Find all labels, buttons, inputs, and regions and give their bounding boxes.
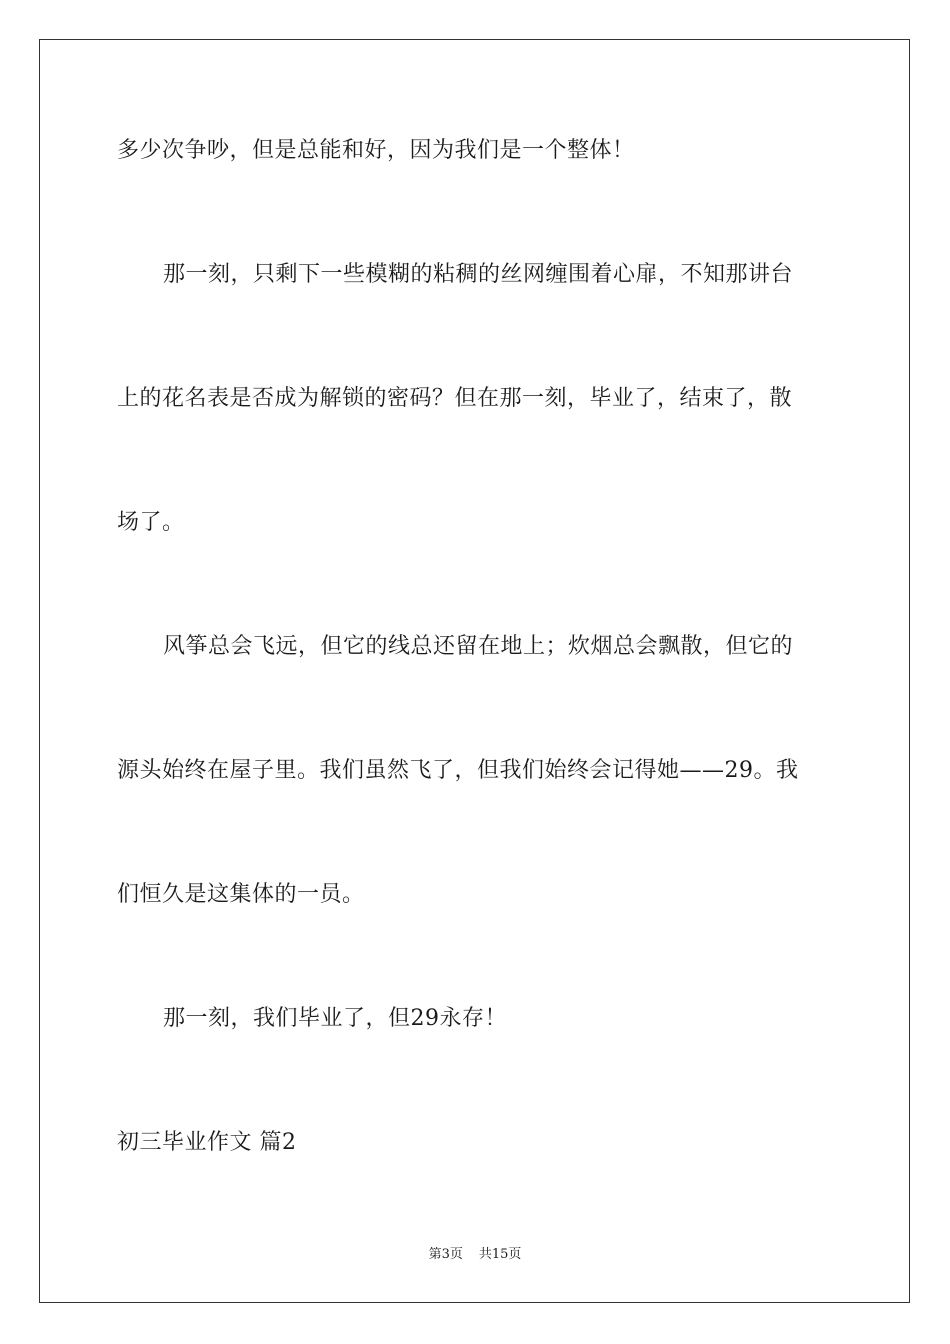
section-heading: 初三毕业作文 篇2 — [117, 1130, 297, 1155]
text-line: 风筝总会飞远，但它的线总还留在地上；炊烟总会飘散，但它的 — [163, 634, 794, 659]
text-line: 上的花名表是否成为解锁的密码？但在那一刻，毕业了，结束了，散 — [117, 386, 793, 411]
text-line: 那一刻，只剩下一些模糊的粘稠的丝网缠围着心扉，不知那讲台 — [163, 262, 794, 287]
page-border — [39, 39, 910, 1303]
text-line: 场了。 — [117, 510, 185, 535]
page-footer — [0, 1246, 950, 1264]
page-number: 第3页 — [428, 1247, 463, 1262]
text-line: 源头始终在屋子里。我们虽然飞了，但我们始终会记得她——29。我 — [117, 758, 799, 783]
page-total: 共15页 — [478, 1247, 522, 1262]
text-line: 那一刻，我们毕业了，但29永存！ — [163, 1006, 507, 1031]
text-line: 们恒久是这集体的一员。 — [117, 882, 365, 907]
text-line: 多少次争吵，但是总能和好，因为我们是一个整体！ — [117, 138, 635, 163]
